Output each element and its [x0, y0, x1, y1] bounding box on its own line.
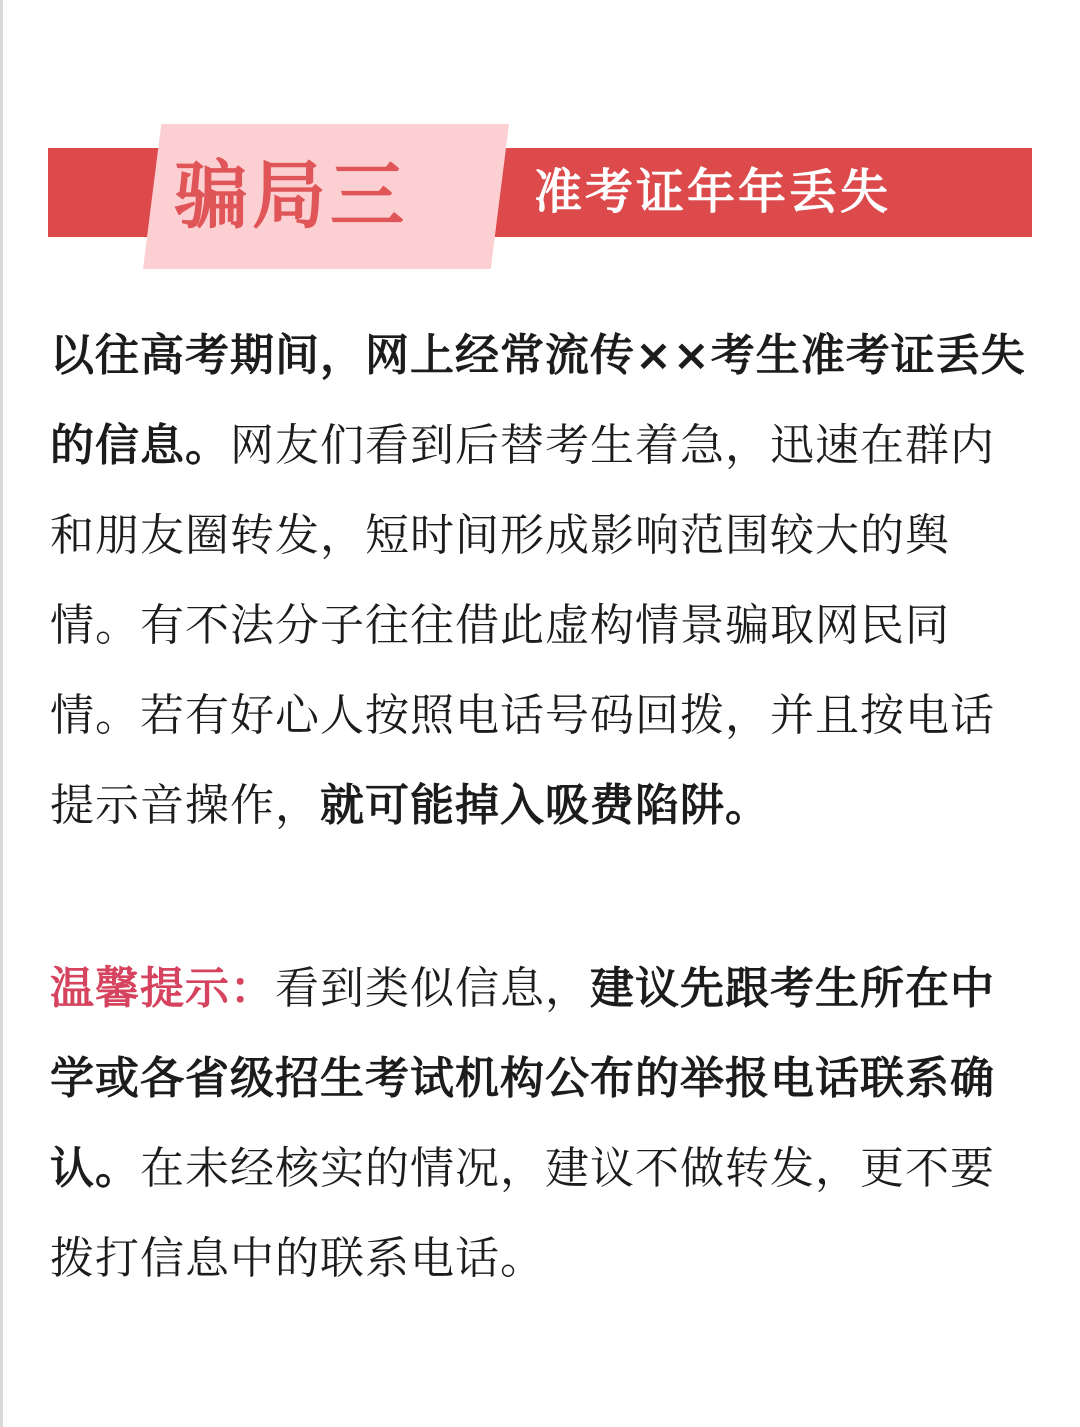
warm-tip-paragraph	[50, 944, 1035, 1304]
scam-number-label: 骗局三	[174, 153, 408, 239]
warm-tip-bold: 建议先跟考生所在中学或各省级招生考试机构公布的举报电话联系确认。	[50, 963, 995, 1194]
scam-title: 准考证年年丢失	[534, 164, 892, 220]
scam-description-paragraph	[50, 311, 1035, 851]
warm-tip-label: 温馨提示：	[50, 963, 275, 1014]
warm-tip-text-1: 看到类似信息，	[275, 963, 590, 1014]
paragraph-bold-intro: 以往高考期间，网上经常流传××考生准考证丢失的信息。	[50, 330, 1026, 471]
section-header	[0, 0, 1080, 300]
warm-tip-text-2: 在未经核实的情况，建议不做转发，更不要拨打信息中的联系电话。	[50, 1143, 995, 1284]
paragraph-bold-end: 就可能掉入吸费陷阱。	[320, 780, 770, 831]
paragraph-body: 网友们看到后替考生着急，迅速在群内和朋友圈转发，短时间形成影响范围较大的舆情。有不法分子往往借此虚构情景骗取网民同情。若有好心人按照电话号码回拨，并且按电话提示音操作，	[50, 420, 995, 831]
